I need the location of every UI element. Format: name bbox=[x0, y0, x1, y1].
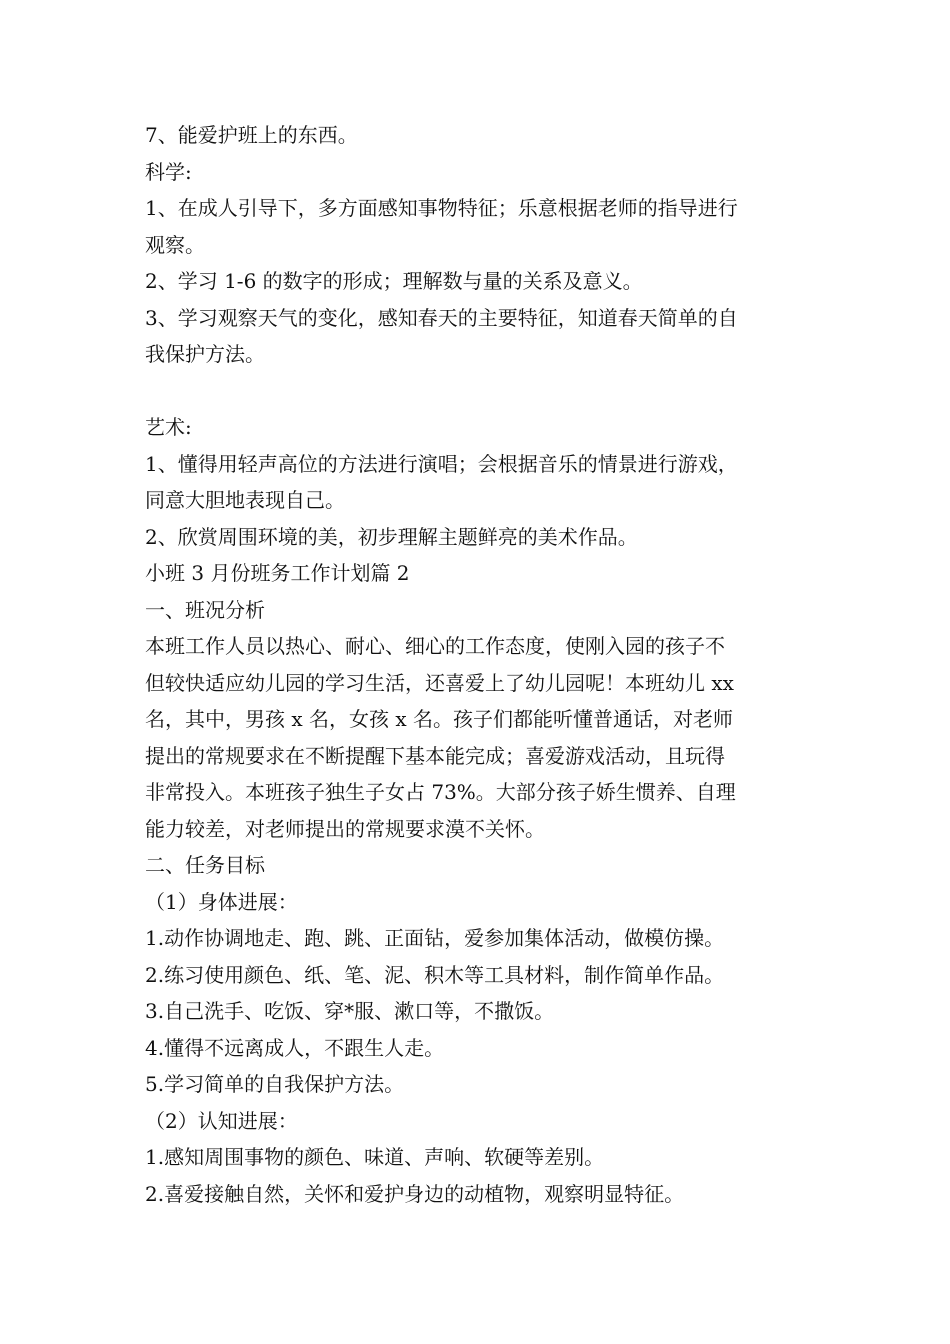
text-line: 同意大胆地表现自己。 bbox=[145, 488, 345, 512]
text-block-art-and-plan bbox=[145, 409, 825, 1212]
text-line: 1、在成人引导下，多方面感知事物特征；乐意根据老师的指导进行 bbox=[145, 196, 738, 220]
text-line: 观察。 bbox=[145, 232, 205, 257]
blank-line bbox=[145, 373, 825, 410]
section-heading-task-goals: 二、任务目标 bbox=[145, 853, 265, 877]
text-line: 1.动作协调地走、跑、跳、正面钻，爱参加集体活动，做模仿操。 bbox=[145, 926, 725, 950]
text-line: 但较快适应幼儿园的学习生活，还喜爱上了幼儿园呢！本班幼儿 xx bbox=[145, 670, 734, 695]
text-line: 名，其中，男孩 x 名，女孩 x 名。孩子们都能听懂普通话，对老师 bbox=[145, 707, 733, 731]
text-line: 1.感知周围事物的颜色、味道、声响、软硬等差别。 bbox=[145, 1145, 605, 1169]
text-line: 提出的常规要求在不断提醒下基本能完成；喜爱游戏活动，且玩得 bbox=[145, 743, 725, 768]
text-line: 5.学习简单的自我保护方法。 bbox=[145, 1072, 405, 1096]
section-heading-class-analysis: 一、班况分析 bbox=[145, 597, 265, 622]
text-line: 非常投入。本班孩子独生子女占 73%。大部分孩子娇生惯养、自理 bbox=[145, 780, 736, 804]
text-line: 2.喜爱接触自然，关怀和爱护身边的动植物，观察明显特征。 bbox=[145, 1181, 685, 1206]
subheading-cognitive: （2）认知进展： bbox=[145, 1108, 298, 1133]
section-heading-science: 科学: bbox=[145, 159, 192, 184]
text-line: 7、能爱护班上的东西。 bbox=[145, 123, 358, 147]
text-block-science bbox=[145, 117, 825, 373]
document-title: 小班 3 月份班务工作计划篇 2 bbox=[145, 561, 410, 585]
text-line: 1、懂得用轻声高位的方法进行演唱；会根据音乐的情景进行游戏， bbox=[145, 451, 738, 476]
text-line: 能力较差，对老师提出的常规要求漠不关怀。 bbox=[145, 816, 545, 841]
text-line: 2、学习 1-6 的数字的形成；理解数与量的关系及意义。 bbox=[145, 269, 643, 293]
document-body bbox=[145, 117, 825, 1212]
section-heading-art: 艺术: bbox=[145, 415, 192, 439]
text-line: 2、欣赏周围环境的美，初步理解主题鲜亮的美术作品。 bbox=[145, 524, 638, 549]
text-line: 3、学习观察天气的变化，感知春天的主要特征，知道春天简单的自 bbox=[145, 305, 738, 330]
text-line: 我保护方法。 bbox=[145, 342, 265, 366]
text-line: 2.练习使用颜色、纸、笔、泥、积木等工具材料，制作简单作品。 bbox=[145, 962, 725, 987]
text-line: 4.懂得不远离成人，不跟生人走。 bbox=[145, 1035, 445, 1060]
text-line: 3.自己洗手、吃饭、穿*服、漱口等，不撒饭。 bbox=[145, 999, 555, 1023]
subheading-physical: （1）身体进展： bbox=[145, 889, 298, 914]
text-line: 本班工作人员以热心、耐心、细心的工作态度，使刚入园的孩子不 bbox=[145, 634, 725, 658]
